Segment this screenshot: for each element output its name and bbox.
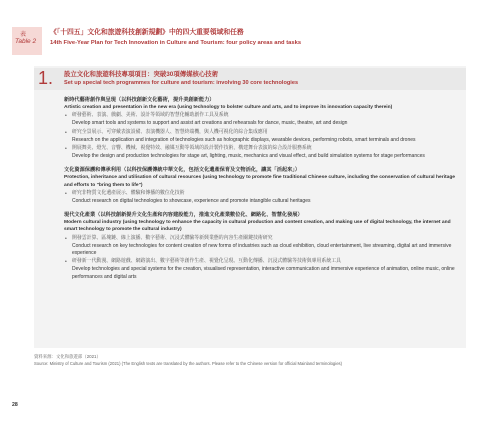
table-label-en: Table 2	[15, 38, 37, 45]
list-item	[64, 235, 458, 258]
table-label-badge	[12, 27, 42, 55]
list-item	[64, 145, 458, 160]
list-item-zh: 開展舞美、燈光、音響、機械、視覺特效、融媒互動等領域的設計製作技術，構建舞台表演的綜合設計服務系統	[72, 146, 312, 152]
list-item-en: Develop technologies and special systems for the creation, visualised representation, interactive communication and immersive experience of animation, online music, online performances and digital arts	[72, 266, 455, 280]
list-item	[64, 190, 458, 205]
policy-group-cultural-resources	[64, 166, 458, 205]
section-title-zh: 設立文化和旅遊科技專項項目：突破30項傳媒核心技術	[64, 71, 219, 78]
list-item	[64, 129, 458, 144]
group-heading-en: Modern cultural industry (using technology to enhance the capacity in cultural production and content creation, and making use of digital technology, the internet and smart technology to promote the cultural industry)	[64, 220, 451, 233]
policy-group-artistic-creation	[64, 96, 458, 160]
section-content	[64, 96, 458, 287]
list-item-zh: 研究非物質文化遺產展示、體驗和傳播的數位化技術	[72, 190, 185, 196]
list-item-en: Conduct research on key technologies for content creation of new forms of industries such as cloud exhibition, cloud entertainment, live streaming, digital art and immersive experience	[72, 242, 452, 257]
list-item-zh: 研發藝術、表演、戲劇、美術、設計等領域的智慧化輔助創作工具及系統	[72, 113, 229, 119]
group-heading-en: Artistic creation and presentation in the new era (using technology to bolster culture and arts, and to improve its innovation capacity therein)	[64, 105, 393, 110]
table-title-en: 14th Five-Year Plan for Tech Innovation in Culture and Tourism: four policy areas and tasks	[50, 40, 302, 46]
group-heading-en: Protection, inheritance and utilisation of cultural resources (using technology to promote fine traditional Chinese culture, including the conservation of cultural heritage and efforts to "bring them to life")	[64, 175, 456, 188]
policy-group-modern-cultural-industry	[64, 211, 458, 281]
list-item-zh: 研究全景展示、可穿戴表演設備、表演機器人、智慧終端機，與人機可視化的綜合集成應用	[72, 129, 268, 135]
list-item	[64, 112, 458, 127]
source-note	[34, 354, 464, 367]
group-heading-zh: 文化資源保護和傳承利用（以科技保護傳統中華文化，包括文化遺產保育及文物活化，讓其「活起來」）	[64, 167, 301, 174]
table-label-zh: 表	[20, 32, 27, 38]
bullet-icon: •	[65, 113, 67, 120]
list-item-en: Develop smart tools and systems to support and assist art creations and rehearsals for dance, music, theatre, art and design	[72, 120, 348, 127]
bullet-icon: •	[65, 235, 67, 242]
group-heading-zh: 現代文化產業（以科技創新提升文化生產和內容建設能力，推進文化產業數位化、網路化、智慧化發展）	[64, 212, 303, 219]
list-item	[64, 258, 458, 281]
list-item-en: Research on the application and integration of technologies such as holographic displays, wearable devices, performing robots, smart terminals and drones	[72, 136, 416, 143]
bullet-icon: •	[65, 190, 67, 197]
section-title-en: Set up special tech programmes for culture and tourism: involving 30 core technologies	[64, 80, 299, 86]
list-item-zh: 研發新一代動漫、網路遊戲、網路演出、數字藝術等創作生產、視覺化呈現、互動化傳播、沉浸式體驗等技術與專用系統工具	[72, 259, 341, 265]
list-item-en: Conduct research on digital technologies to showcase, experience and promote intangible cultural heritages	[72, 197, 311, 204]
list-item-en: Develop the design and production technologies for stage art, lighting, music, mechanics and visual effect, and build simulation systems for stage performances	[72, 153, 425, 160]
source-note-zh: 資料來源：文化和旅遊部（2021）	[34, 354, 101, 359]
bullet-icon: •	[65, 146, 67, 153]
source-note-en: Source: Ministry of Culture and Tourism (2021) (The English texts are translated by the authors. Please refer to the Chinese version for official Mainland terminologies)	[34, 360, 343, 366]
group-heading-zh: 新時代藝術創作與呈現（以科技創新文化藝術，提升美創新能力）	[64, 97, 215, 103]
table-title-zh: 《「十四五」文化和旅遊科技創新規劃》中的四大重要領域和任務	[50, 29, 244, 36]
section-title	[64, 70, 454, 88]
section-number: 1.	[38, 68, 54, 88]
table-title	[50, 28, 460, 48]
list-item-zh: 開發雲計算、區塊鏈、線上演播、數字藝術、沉浸式體驗等新興業態的內容生產關鍵技術研究	[72, 235, 273, 241]
bullet-icon: •	[65, 129, 67, 136]
bullet-icon: •	[65, 259, 67, 266]
page-number: 28	[12, 402, 18, 408]
